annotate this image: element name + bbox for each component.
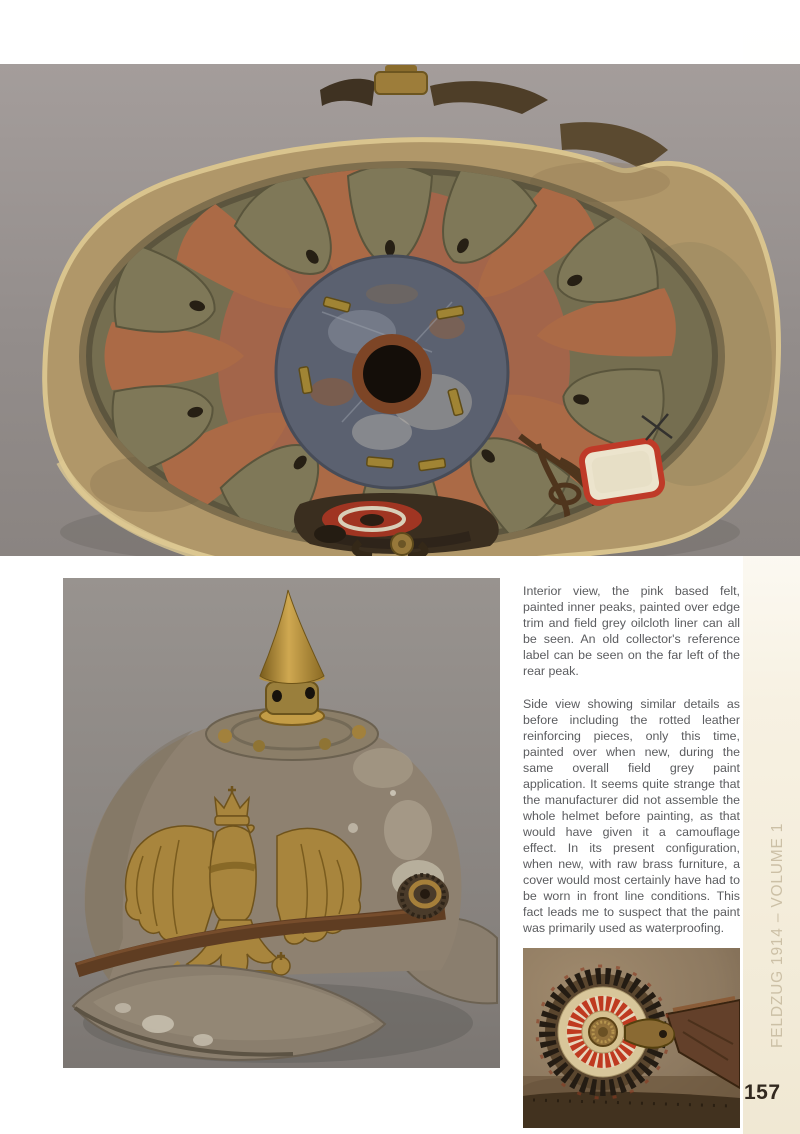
caption-column (523, 583, 740, 953)
split-pin-disc (276, 256, 508, 488)
helmet-side-photo (63, 578, 500, 1068)
collector-label (580, 439, 664, 504)
side-post (397, 874, 449, 918)
caption-side-view: Side view showing similar details as before including the rotted leather reinforcing pieces, only this time, painted over when new, during the same overall field grey paint application. It seems quite strange that the manufacturer did not assemble the whole helmet before painting, as that would have given it a camouflage effect. In its present configuration, when new, with raw brass furniture, a cover would most certainly have had to be worn in front line conditions. This fact leads me to suspect that the paint was primarily used as waterproofing. (523, 697, 740, 935)
page-number: 157 (744, 1081, 781, 1104)
visor-edge (523, 1092, 740, 1128)
spine-title: FELDZUG 1914 – VOLUME 1 (768, 822, 786, 1048)
front-visor-and-cockade (294, 493, 499, 556)
helmet-interior-photo (0, 64, 800, 556)
cockade-detail-photo (523, 948, 740, 1128)
strap-lug (625, 1019, 674, 1047)
caption-interior: Interior view, the pink based felt, painted inner peaks, painted over edge trim and field grey oilcloth liner can all be seen. An old collector's reference label can be seen on the far left of the rear peak. (523, 584, 740, 678)
